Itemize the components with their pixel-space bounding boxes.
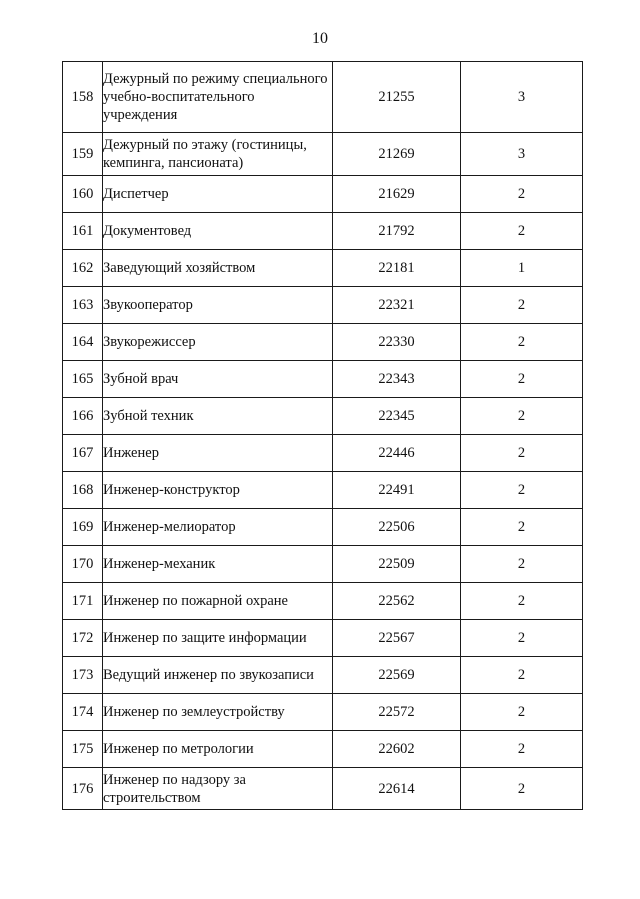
profession-code: 22509	[333, 546, 461, 583]
row-number: 168	[63, 472, 103, 509]
profession-code: 22321	[333, 287, 461, 324]
profession-category: 3	[461, 133, 583, 176]
profession-category: 2	[461, 694, 583, 731]
profession-category: 2	[461, 546, 583, 583]
profession-category: 2	[461, 435, 583, 472]
table-row	[63, 546, 583, 583]
page-number: 10	[312, 30, 328, 47]
profession-code: 22569	[333, 657, 461, 694]
table-row	[63, 694, 583, 731]
row-number: 164	[63, 324, 103, 361]
table-row	[63, 435, 583, 472]
table-row	[63, 62, 583, 133]
profession-category: 2	[461, 176, 583, 213]
profession-code: 22330	[333, 324, 461, 361]
profession-category: 2	[461, 657, 583, 694]
profession-category: 2	[461, 361, 583, 398]
profession-code: 22446	[333, 435, 461, 472]
profession-code: 22572	[333, 694, 461, 731]
profession-name: Инженер-конструктор	[103, 472, 333, 509]
row-number: 165	[63, 361, 103, 398]
profession-name: Дежурный по режиму специального учебно-воспитательного учреждения	[103, 62, 333, 133]
profession-code: 21629	[333, 176, 461, 213]
profession-name: Заведующий хозяйством	[103, 250, 333, 287]
table-row	[63, 472, 583, 509]
profession-name: Инженер-мелиоратор	[103, 509, 333, 546]
profession-category: 2	[461, 509, 583, 546]
row-number: 173	[63, 657, 103, 694]
profession-name: Инженер по пожарной охране	[103, 583, 333, 620]
table-row	[63, 583, 583, 620]
profession-code: 22345	[333, 398, 461, 435]
profession-name: Зубной врач	[103, 361, 333, 398]
row-number: 170	[63, 546, 103, 583]
row-number: 171	[63, 583, 103, 620]
profession-category: 2	[461, 213, 583, 250]
row-number: 174	[63, 694, 103, 731]
row-number: 158	[63, 62, 103, 133]
row-number: 169	[63, 509, 103, 546]
profession-name: Инженер по надзору за строительством	[103, 768, 333, 810]
profession-name: Звукооператор	[103, 287, 333, 324]
profession-category: 2	[461, 398, 583, 435]
profession-name: Инженер-механик	[103, 546, 333, 583]
profession-code: 21255	[333, 62, 461, 133]
row-number: 159	[63, 133, 103, 176]
table-row	[63, 250, 583, 287]
profession-category: 3	[461, 62, 583, 133]
row-number: 176	[63, 768, 103, 810]
row-number: 166	[63, 398, 103, 435]
table-row	[63, 620, 583, 657]
profession-code: 22602	[333, 731, 461, 768]
profession-category: 1	[461, 250, 583, 287]
profession-category: 2	[461, 768, 583, 810]
row-number: 162	[63, 250, 103, 287]
table-row	[63, 213, 583, 250]
table-row	[63, 768, 583, 810]
profession-name: Инженер	[103, 435, 333, 472]
row-number: 167	[63, 435, 103, 472]
table-row	[63, 398, 583, 435]
profession-category: 2	[461, 731, 583, 768]
row-number: 163	[63, 287, 103, 324]
profession-category: 2	[461, 472, 583, 509]
profession-code: 22562	[333, 583, 461, 620]
profession-code: 22181	[333, 250, 461, 287]
table-row	[63, 133, 583, 176]
profession-name: Звукорежиссер	[103, 324, 333, 361]
table-row	[63, 324, 583, 361]
table-row	[63, 361, 583, 398]
profession-category: 2	[461, 583, 583, 620]
profession-code: 22614	[333, 768, 461, 810]
profession-name: Зубной техник	[103, 398, 333, 435]
profession-category: 2	[461, 324, 583, 361]
profession-name: Ведущий инженер по звукозаписи	[103, 657, 333, 694]
professions-table	[62, 61, 583, 810]
table-row	[63, 731, 583, 768]
row-number: 175	[63, 731, 103, 768]
table-row	[63, 509, 583, 546]
profession-code: 21269	[333, 133, 461, 176]
profession-code: 21792	[333, 213, 461, 250]
profession-name: Диспетчер	[103, 176, 333, 213]
profession-code: 22491	[333, 472, 461, 509]
table-row	[63, 657, 583, 694]
profession-code: 22506	[333, 509, 461, 546]
profession-name: Инженер по метрологии	[103, 731, 333, 768]
profession-name: Инженер по защите информации	[103, 620, 333, 657]
table-row	[63, 176, 583, 213]
row-number: 160	[63, 176, 103, 213]
row-number: 161	[63, 213, 103, 250]
profession-name: Инженер по землеустройству	[103, 694, 333, 731]
profession-name: Документовед	[103, 213, 333, 250]
row-number: 172	[63, 620, 103, 657]
profession-name: Дежурный по этажу (гостиницы, кемпинга, пансионата)	[103, 133, 333, 176]
profession-category: 2	[461, 620, 583, 657]
profession-code: 22343	[333, 361, 461, 398]
profession-category: 2	[461, 287, 583, 324]
table-row	[63, 287, 583, 324]
profession-code: 22567	[333, 620, 461, 657]
